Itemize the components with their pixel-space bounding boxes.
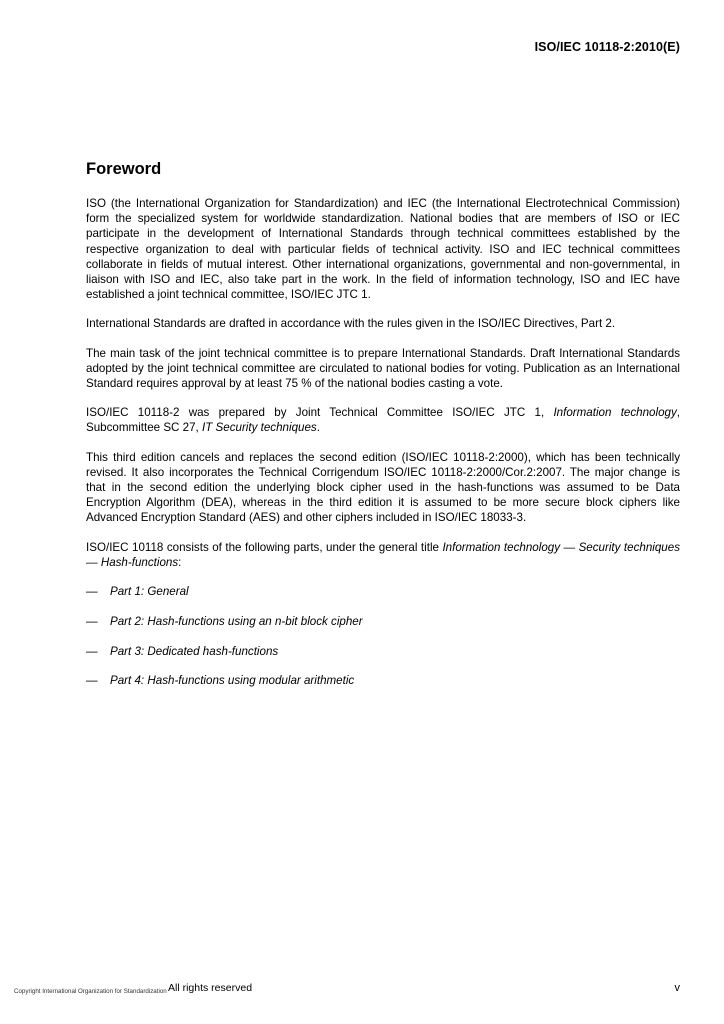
paragraph-organizations: ISO (the International Organization for Standardization) and IEC (the International Electrotechnical Commission) form the specialized system for worldwide standardization. National bodies that are members of ISO or IEC participate in the development of International Standards through technical committees established by the respective organization to deal with particular fields of technical activity. ISO and IEC technical committees collaborate in fields of mutual interest. Other international organizations, governmental and non-governmental, in liaison with ISO and IEC, also take part in the work. In the field of information technology, ISO and IEC have established a joint technical committee, ISO/IEC JTC 1. bbox=[86, 197, 680, 302]
part-label: Part 4: Hash-functions using modular arithmetic bbox=[110, 674, 355, 688]
rights-reserved: All rights reserved bbox=[168, 982, 253, 994]
part-label: Part 2: Hash-functions using an n-bit block cipher bbox=[110, 614, 363, 628]
parts-list bbox=[86, 584, 680, 689]
paragraph-directives: International Standards are drafted in accordance with the rules given in the ISO/IEC Directives, Part 2. bbox=[86, 317, 616, 331]
dash-bullet: — bbox=[86, 644, 98, 658]
colon: : bbox=[178, 555, 182, 569]
paragraph-parts-intro bbox=[86, 540, 680, 570]
page-number: v bbox=[674, 982, 680, 994]
subcommittee-title: IT Security techniques bbox=[202, 421, 317, 435]
committee-title: Information technology bbox=[553, 406, 677, 420]
part-label: Part 1: General bbox=[110, 585, 189, 599]
section-title: Foreword bbox=[86, 160, 162, 178]
paragraph-edition: This third edition cancels and replaces the second edition (ISO/IEC 10118-2:2000), which has been technically revised. It also incorporates the Technical Corrigendum ISO/IEC 10118-2:2000/Cor.2:2007. The major change is that in the second edition the underlying block cipher used in the hash-functions was assumed to be Data Encryption Algorithm (DEA), whereas in the third edition it is assumed to be more secure block ciphers like Advanced Encryption Standard (AES) and other ciphers included in ISO/IEC 18033-3. bbox=[86, 450, 680, 525]
copyright-stamp: Copyright International Organization for Standardization bbox=[14, 988, 167, 995]
dash-bullet: — bbox=[86, 614, 98, 628]
list-item bbox=[86, 584, 680, 599]
paragraph-main-task: The main task of the joint technical committee is to prepare International Standards. Draft International Standards adopted by the joint technical committee are circulated to national bodies for voting. Publication as an International Standard requires approval by at least 75 % of the national bodies casting a vote. bbox=[86, 346, 680, 391]
parts-intro-text: ISO/IEC 10118 consists of the following parts, under the general title bbox=[86, 540, 443, 554]
list-item bbox=[86, 644, 680, 659]
foreword-body bbox=[86, 196, 680, 703]
list-item bbox=[86, 673, 680, 688]
subcommittee-text: , Subcommittee SC 27, bbox=[86, 406, 681, 435]
dash-bullet: — bbox=[86, 585, 98, 599]
document-id-header: ISO/IEC 10118-2:2010(E) bbox=[534, 40, 680, 54]
period: . bbox=[316, 421, 320, 435]
part-label: Part 3: Dedicated hash-functions bbox=[110, 644, 279, 658]
general-title: Information technology — Security techniques — Hash-functions bbox=[86, 540, 681, 569]
paragraph-prepared-by bbox=[86, 405, 680, 435]
dash-bullet: — bbox=[86, 674, 98, 688]
list-item bbox=[86, 614, 680, 629]
prepared-by-text: ISO/IEC 10118-2 was prepared by Joint Technical Committee ISO/IEC JTC 1, bbox=[86, 406, 554, 420]
